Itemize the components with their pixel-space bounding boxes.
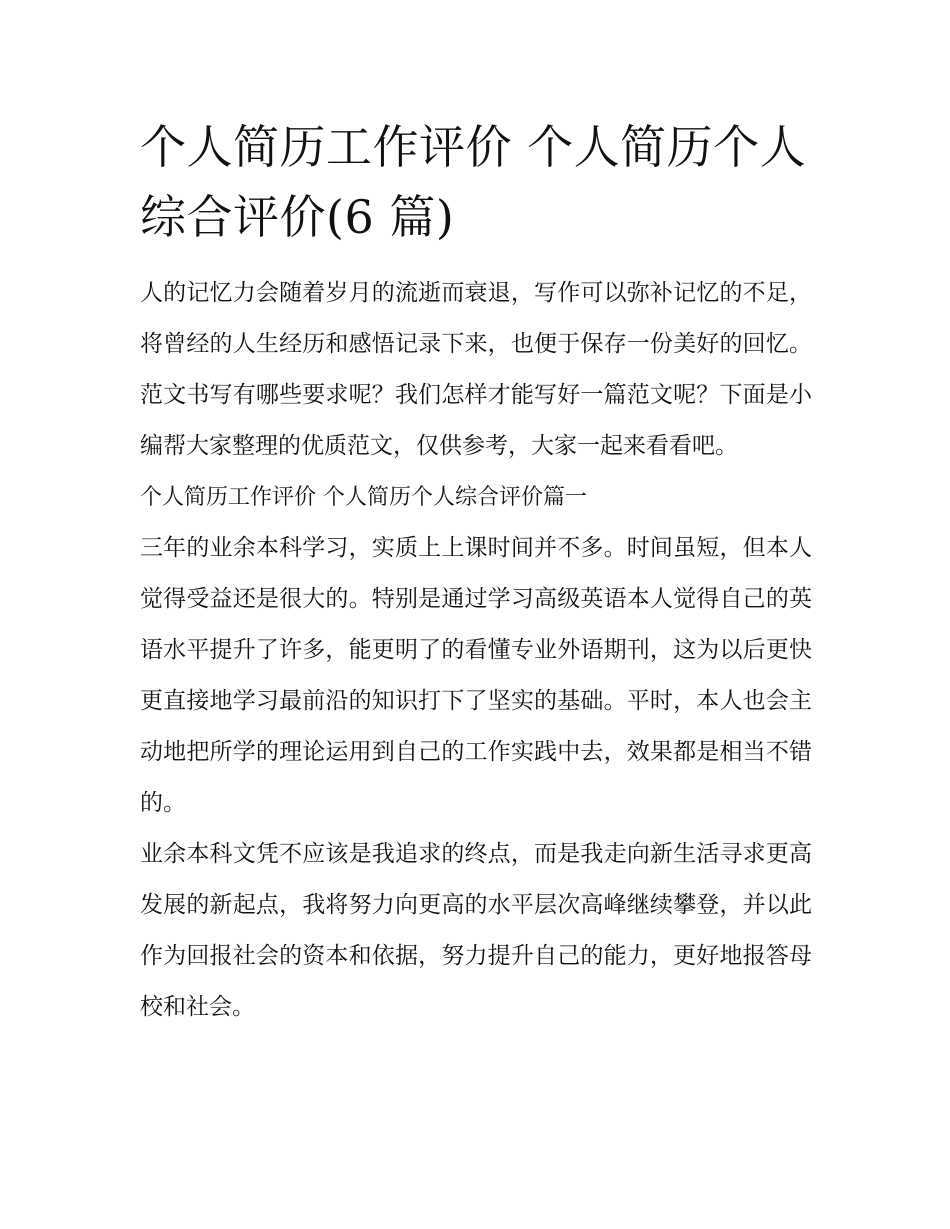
intro-paragraph: 人的记忆力会随着岁月的流逝而衰退，写作可以弥补记忆的不足，将曾经的人生经历和感悟记录下来，也便于保存一份美好的回忆。范文书写有哪些要求呢？我们怎样才能写好一篇范文呢？下面是小编帮大家整理的优质范文，仅供参考，大家一起来看看吧。 <box>140 280 812 459</box>
body-paragraph-2: 业余本科文凭不应该是我追求的终点，而是我走向新生活寻求更高发展的新起点，我将努力向更高的水平层次高峰继续攀登，并以此作为回报社会的资本和依据，努力提升自己的能力，更好地报答母校和社会。 <box>140 841 812 1020</box>
body-paragraph-1: 三年的业余本科学习，实质上上课时间并不多。时间虽短，但本人觉得受益还是很大的。特别是通过学习高级英语本人觉得自己的英语水平提升了许多，能更明了的看懂专业外语期刊，这为以后更快更直接地学习最前沿的知识打下了坚实的基础。平时，本人也会主动地把所学的理论运用到自己的工作实践中去，效果都是相当不错的。 <box>140 535 812 816</box>
document-page <box>140 112 812 1033</box>
section-heading: 个人简历工作评价 个人简历个人综合评价篇一 <box>140 485 587 510</box>
document-title: 个人简历工作评价 个人简历个人综合评价(6 篇) <box>140 120 807 244</box>
